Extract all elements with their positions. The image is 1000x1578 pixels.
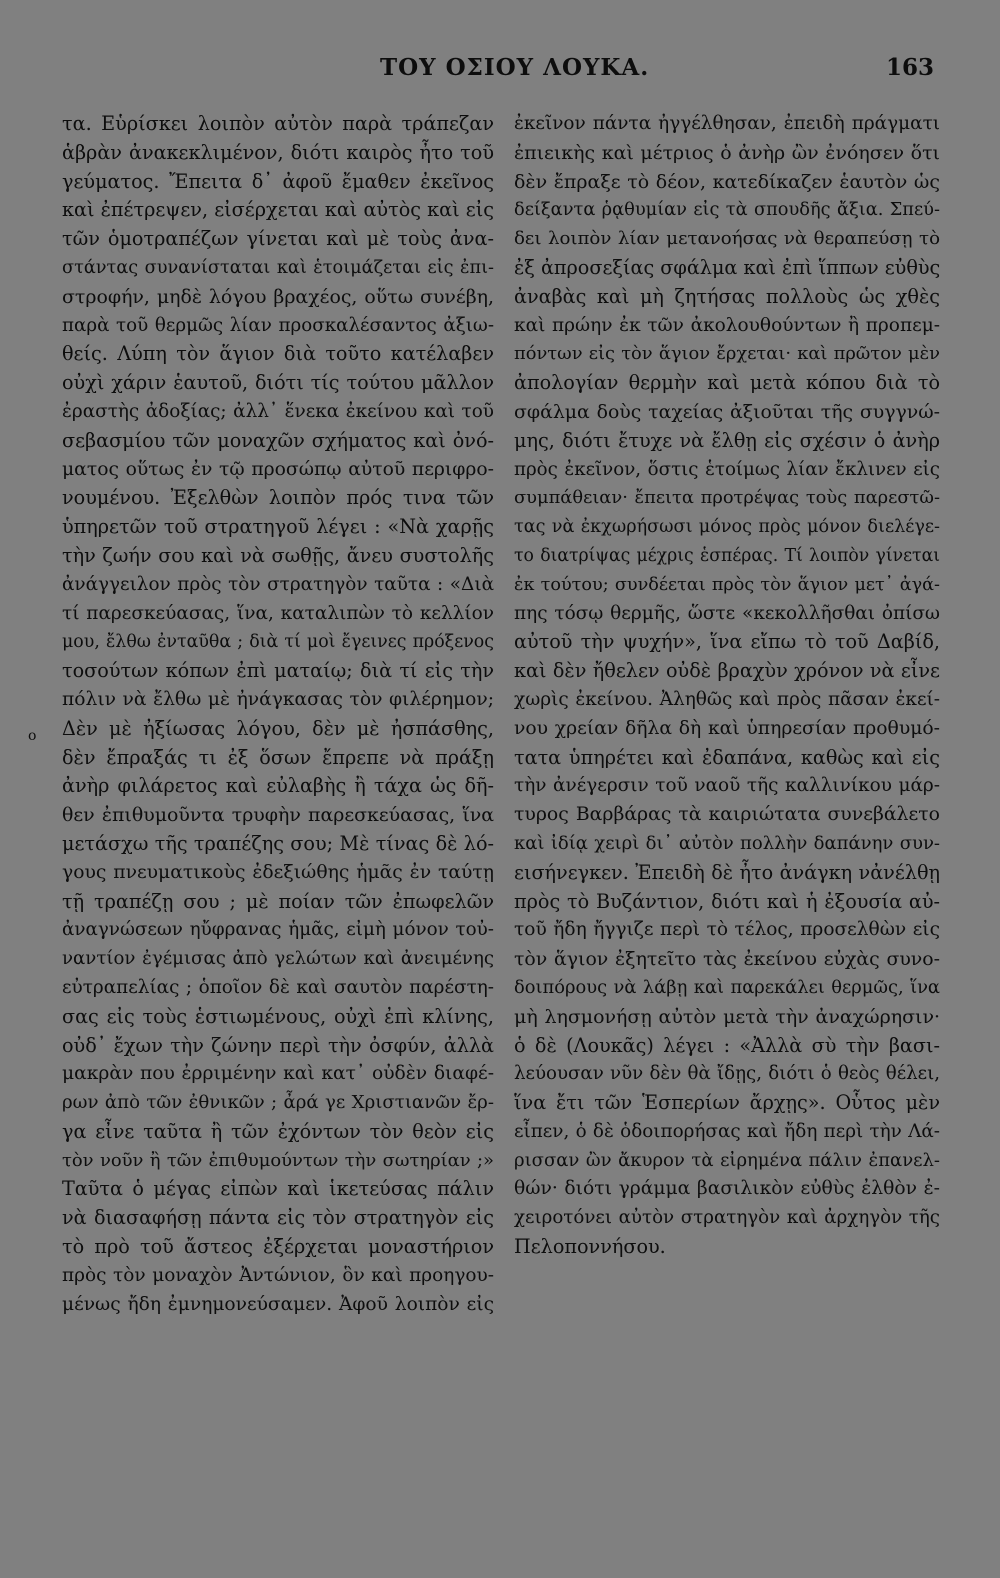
text-line: γα εἶνε ταῦτα ἢ τῶν ἐχόντων τὸν θεὸν εἰς [62,1119,494,1143]
text-line: σεβασμίου τῶν μοναχῶν σχήματος καὶ ὀνό- [62,428,494,452]
text-line: θών· διότι γράμμα βασιλικὸν εὐθὺς ἐλθὸν ἐ- [514,1178,940,1200]
text-line: τῶν ὁμοτραπέζων γίνεται καὶ μὲ τοὺς ἀνα- [62,227,494,251]
text-line: λεύουσαν νῦν δὲν θὰ ἴδῃς, διότι ὁ θεὸς θέλει, [514,1063,940,1085]
text-line: ματος οὕτως ἐν τῷ προσώπῳ αὐτοῦ περιφρο- [62,458,494,480]
text-line: πρὸς τὸν μοναχὸν Ἀντώνιον, ὃν καὶ προηγου- [62,1264,494,1286]
text-line: ἐκ τούτου; συνδέεται πρὸς τὸν ἅγιον μετ᾽ ἀγά- [514,574,940,595]
text-line: Ταῦτα ὁ μέγας εἰπὼν καὶ ἱκετεύσας πάλιν [62,1177,494,1201]
text-line: το διατρίψας μέχρις ἑσπέρας. Τί λοιπὸν γίνεται [514,545,940,566]
text-line: ἐραστὴς ἀδοξίας; ἀλλ᾽ ἕνεκα ἐκείνου καὶ τοῦ [62,400,494,422]
text-line: σφάλμα δοὺς ταχείας ἀξιοῦται τῆς συγγνώ- [514,400,940,423]
text-line: ἐπιεικὴς καὶ μέτριος ὁ ἀνὴρ ὢν ἐνόησεν ὅτι [514,141,940,164]
text-line: νὰ διασαφήσῃ πάντα εἰς τὸν στρατηγὸν εἰς [62,1206,494,1230]
text-line: τὴν ζωήν σου καὶ νὰ σωθῇς, ἄνευ συστολῆς [62,543,494,567]
text-line: Δὲν μὲ ἠξίωσας λόγου, δὲν μὲ ἠσπάσθης, [62,716,494,740]
text-line: τὸν ἅγιον ἐξητεῖτο τὰς ἐκείνου εὐχὰς συνο- [514,948,940,971]
text-line: τατα ὑπηρέτει καὶ ἐδαπάνα, καθὼς καὶ εἰς [514,745,940,769]
text-line: ἐξ ἀπροσεξίας σφάλμα καὶ ἐπὶ ἵππων εὐθὺς [514,255,941,279]
text-line: μετάσχω τῆς τραπέζης σου; Μὲ τίνας δὲ λό- [62,831,494,855]
text-line: χωρὶς ἐκείνου. Ἀληθῶς καὶ πρὸς πᾶσαν ἐκεί- [514,688,940,710]
text-line: δείξαντα ῥᾳθυμίαν εἰς τὰ σπουδῆς ἄξια. Σπεύ- [514,199,940,221]
text-line: παρὰ τοῦ θερμῶς λίαν προσκαλέσαντος ἀξιω- [62,314,494,336]
text-line: τοσούτων κόπων ἐπὶ ματαίῳ; διὰ τί εἰς τὴν [62,659,494,683]
text-line: δὲν ἔπραξε τὸ δέον, κατεδίκαζεν ἑαυτὸν ὡς [514,170,940,193]
text-line: πρὸς ἐκεῖνον, ὅστις ἑτοίμως λίαν ἔκλινεν εἰς [514,458,940,480]
text-line: ἀπολογίαν θερμὴν καὶ μετὰ κόπου διὰ τὸ [514,371,940,395]
text-line: μὴ λησμονήσῃ αὐτὸν μετὰ τὴν ἀναχώρησιν· [514,1005,940,1028]
text-line: ἀναγνώσεων ηὔφρανας ἡμᾶς, εἰμὴ μόνον τοὐ- [62,919,494,941]
text-line: τὴν ἀνέγερσιν τοῦ ναοῦ τῆς καλλινίκου μάρ- [514,775,940,797]
text-line: γους πνευματικοὺς ἐδεξιώθης ἡμᾶς ἐν ταύτῃ [62,861,494,883]
text-line: καὶ ἰδίᾳ χειρὶ δι᾽ αὐτὸν πολλὴν δαπάνην συν- [514,832,940,854]
text-line: οὐδ᾽ ἔχων τὴν ζώνην περὶ τὴν ὀσφύν, ἀλλὰ [62,1033,494,1057]
text-line: στροφήν, μηδὲ λόγου βραχέος, οὕτω συνέβη, [62,285,494,308]
text-line: τυρος Βαρβάρας τὰ καιριώτατα συνεβάλετο [514,804,940,826]
text-line: ναντίον ἐγέμισας ἀπὸ γελώτων καὶ ἀνειμένης [62,948,494,970]
text-line: ἐκεῖνον πάντα ἠγγέλθησαν, ἐπειδὴ πράγματι [514,113,940,134]
text-line: νου χρείαν δῆλα δὴ καὶ ὑπηρεσίαν προθυμό- [514,717,940,739]
text-line: πρὸς τὸ Βυζάντιον, διότι καὶ ἡ ἐξουσία αὐ- [514,889,940,913]
text-line: ὑπηρετῶν τοῦ στρατηγοῦ λέγει : «Νὰ χαρῇς [62,515,494,539]
page-number: 163 [886,54,935,81]
text-line: οὐχὶ χάριν ἑαυτοῦ, διότι τίς τούτου μᾶλλον [62,371,494,395]
text-line: ρων ἀπὸ τῶν ἐθνικῶν ; ἆρά γε Χριστιανῶν ἔρ- [62,1092,494,1114]
text-line: δει λοιπὸν λίαν μετανοήσας νὰ θεραπεύσῃ τὸ [514,228,940,250]
text-line: ἀνὴρ φιλάρετος καὶ εὐλαβὴς ἢ τάχα ὡς δῆ- [62,774,494,798]
text-line: χειροτόνει αὐτὸν στρατηγὸν καὶ ἀρχηγὸν τῆς [514,1207,940,1229]
text-line: πης τόσῳ θερμῆς, ὥστε «κεκολλῆσθαι ὀπίσω [514,602,940,624]
text-line: μένως ἤδη ἐμνημονεύσαμεν. Ἀφοῦ λοιπὸν εἰς [62,1293,494,1315]
text-line: καὶ δὲν ἤθελεν οὐδὲ βραχὺν χρόνον νὰ εἶνε [514,659,940,683]
text-line: τὸ πρὸ τοῦ ἄστεος ἐξέρχεται μοναστήριον [62,1235,494,1259]
text-line: εὐτραπελίας ; ὁποῖον δὲ καὶ σαυτὸν παρέστη- [62,976,494,998]
text-line: ἵνα ἔτι τῶν Ἑσπερίων ἄρχῃς». Οὗτος μὲν [514,1091,940,1115]
text-line: πόντων εἰς τὸν ἅγιον ἔρχεται· καὶ πρῶτον μὲν [514,343,940,365]
text-line: τί παρεσκεύασας, ἵνα, καταλιπὼν τὸ κελλίον [62,602,494,624]
text-line: αὐτοῦ τὴν ψυχήν», ἵνα εἴπω τὸ τοῦ Δαβίδ, [514,630,940,654]
text-line: εισήνεγκεν. Ἐπειδὴ δὲ ἦτο ἀνάγκη νἀνέλθῃ [514,860,940,884]
text-line: δοιπόρους νὰ λάβῃ καὶ παρεκάλει θερμῶς, ἵνα [514,976,940,998]
text-line: τας νὰ ἐκχωρήσωσι μόνος πρὸς μόνον διελέγε- [514,517,940,538]
text-line: καὶ ἐπέτρεψεν, εἰσέρχεται καὶ αὐτὸς καὶ εἰς [62,198,494,222]
right-column [514,110,940,1262]
left-column [62,110,494,1319]
text-line: συμπάθειαν· ἔπειτα προτρέψας τοὺς παρεστῶ- [514,487,940,509]
text-line: γεύματος. Ἔπειτα δ᾽ ἀφοῦ ἔμαθεν ἐκεῖνος [62,169,494,193]
running-title: ΤΟΥ ΟΣΙΟΥ ΛΟΥΚΑ. [380,54,650,81]
text-line: θείς. Λύπη τὸν ἅγιον διὰ τοῦτο κατέλαβεν [62,342,494,366]
text-line: τὸν νοῦν ἢ τῶν ἐπιθυμούντων τὴν σωτηρίαν ;» [62,1149,494,1171]
text-line: σας εἰς τοὺς ἑστιωμένους, οὐχὶ ἐπὶ κλίνης, [62,1004,494,1028]
text-line: τα. Εὑρίσκει λοιπὸν αὐτὸν παρὰ τράπεζαν [62,112,494,135]
text-line: τοῦ ἤδη ἤγγιζε περὶ τὸ τέλος, προσελθὼν εἰς [514,919,940,941]
text-line: μου, ἔλθω ἐνταῦθα ; διὰ τί μοὶ ἔγεινες πρόξενος [62,632,494,653]
text-line: ὁ δὲ (Λουκᾶς) λέγει : «Ἀλλὰ σὺ τὴν βασι- [514,1033,940,1057]
text-line: δὲν ἔπραξάς τι ἐξ ὅσων ἔπρεπε νὰ πράξῃ [62,745,494,769]
text-line: ἀναβὰς καὶ μὴ ζητήσας πολλοὺς ὡς χθὲς [514,284,940,308]
text-line: ἀνάγγειλον πρὸς τὸν στρατηγὸν ταῦτα : «Διὰ [62,573,494,595]
text-line: πόλιν νὰ ἔλθω μὲ ἠνάγκασας τὸν φιλέρημον; [62,688,494,710]
text-line: τῇ τραπέζῃ σου ; μὲ ποίαν τῶν ἐπωφελῶν [62,889,494,913]
text-line: ρισσαν ὢν ἄκυρον τὰ εἰρημένα πάλιν ἐπανελ- [514,1149,940,1171]
text-line: στάντας συνανίσταται καὶ ἑτοιμάζεται εἰς ἐπι- [62,257,494,278]
text-line: μακρὰν που ἐρριμένην καὶ κατ᾽ οὐδὲν διαφέ- [62,1063,494,1085]
text-line: Πελοποννήσου. [514,1235,666,1259]
text-line: ἁβρὰν ἀνακεκλιμένον, διότι καιρὸς ἦτο τοῦ [62,140,494,164]
text-line: θεν ἐπιθυμοῦντα τρυφὴν παρεσκεύασας, ἵνα [62,804,494,827]
text-line: καὶ πρώην ἐκ τῶν ἀκολουθούντων ἢ προπεμ- [514,314,940,336]
text-line: νουμένου. Ἐξελθὼν λοιπὸν πρός τινα τῶν [62,486,494,510]
margin-mark: o [28,728,37,744]
text-line: εἶπεν, ὁ δὲ ὁδοιπορήσας καὶ ἤδη περὶ τὴν Λά- [514,1120,940,1142]
text-line: μης, διότι ἔτυχε νὰ ἔλθῃ εἰς σχέσιν ὁ ἀνὴρ [514,428,940,452]
